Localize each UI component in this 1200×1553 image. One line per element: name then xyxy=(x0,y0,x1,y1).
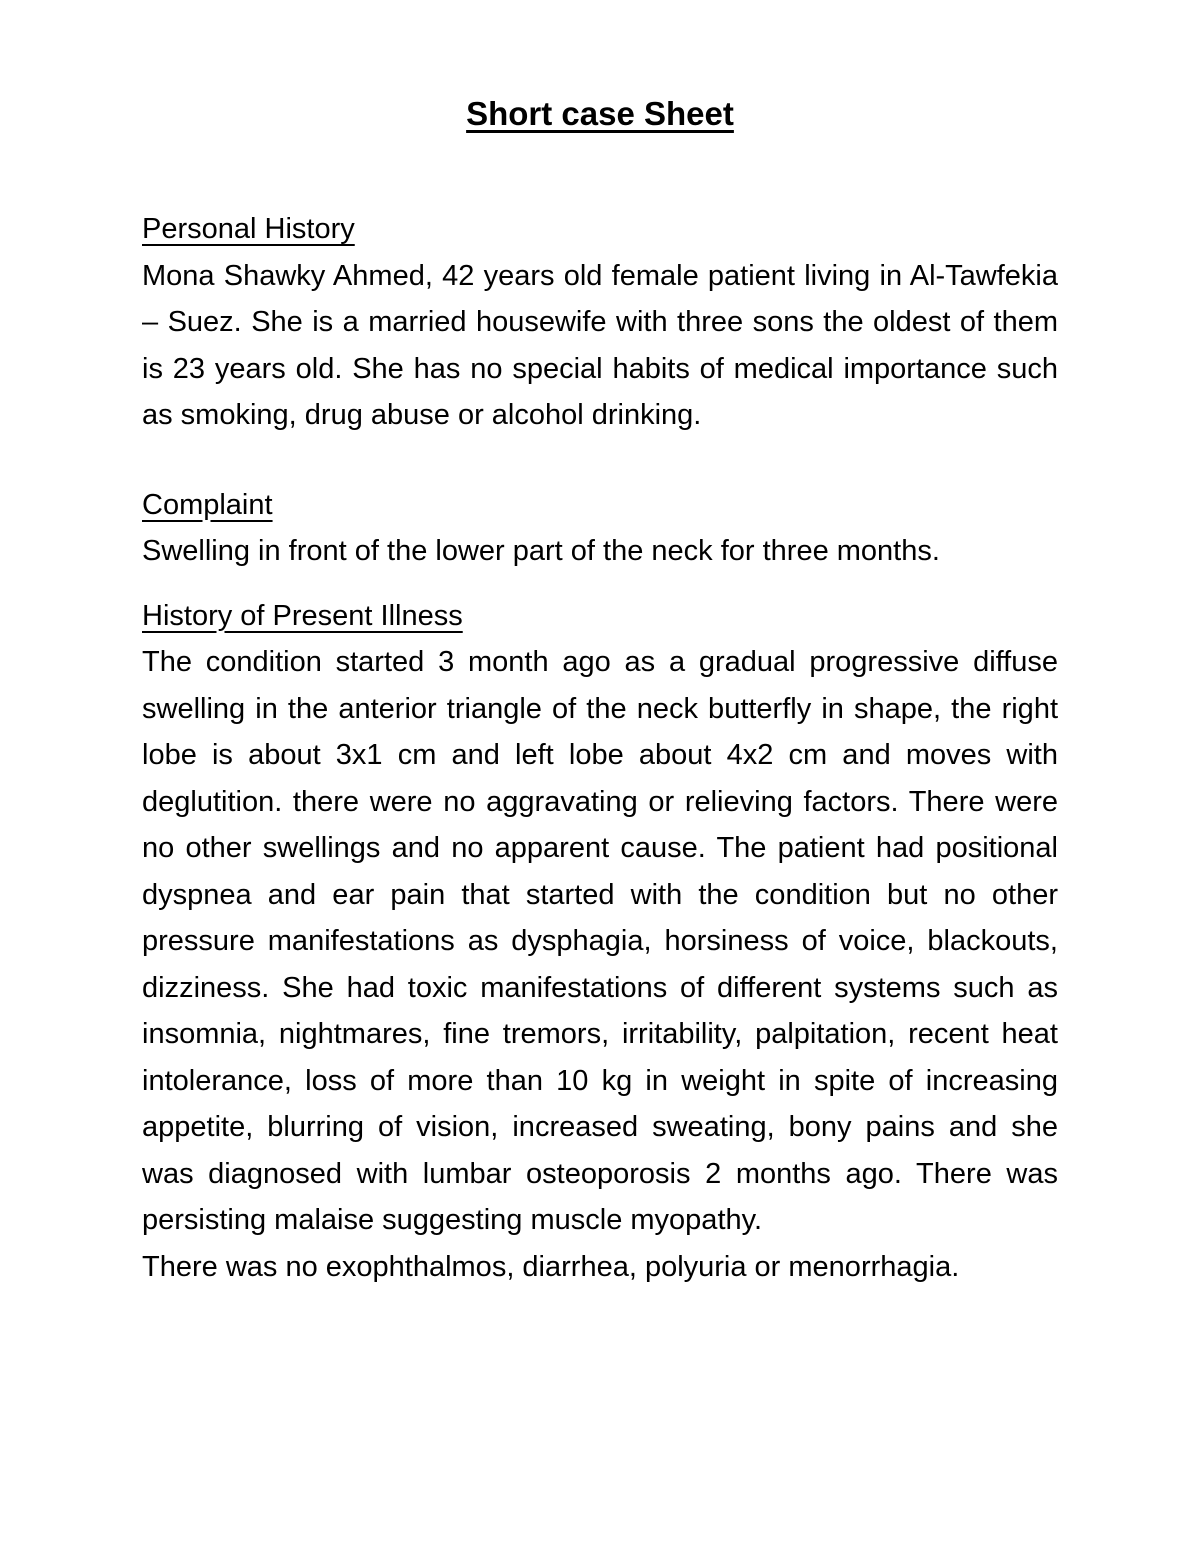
present-illness-text: The condition started 3 month ago as a gradual progressive diffuse swelling in the anterior triangle of the neck butterfly in shape, the right lobe is about 3x1 cm and left lobe about 4x2 cm and moves with deglutition. there were no aggravating or relieving factors. There were no other swellings and no apparent cause. The patient had positional dyspnea and ear pain that started with the condition but no other pressure manifestations as dysphagia, horsiness of voice, blackouts, dizziness. She had toxic manifestations of different systems such as insomnia, nightmares, fine tremors, irritability, palpitation, recent heat intolerance, loss of more than 10 kg in weight in spite of increasing appetite, blurring of vision, increased sweating, bony pains and she was diagnosed with lumbar osteoporosis 2 months ago. There was persisting malaise suggesting muscle myopathy. xyxy=(142,646,1058,1236)
complaint-section xyxy=(142,482,1058,575)
document-body xyxy=(142,206,1058,1290)
page-title: Short case Sheet xyxy=(466,95,734,132)
personal-history-text: Mona Shawky Ahmed, 42 years old female patient living in Al-Tawfekia – Suez. She is a married housewife with three sons the oldest of them is 23 years old. She has no special habits of medical importance such as smoking, drug abuse or alcohol drinking. xyxy=(142,259,1058,431)
personal-history-section xyxy=(142,206,1058,439)
complaint-heading: Complaint xyxy=(142,488,273,521)
personal-history-heading: Personal History xyxy=(142,213,355,245)
present-illness-heading: History of Present Illness xyxy=(142,599,463,632)
section-spacer xyxy=(142,439,1058,482)
section-spacer xyxy=(142,575,1058,593)
present-illness-section xyxy=(142,593,1058,1291)
present-illness-final-line: There was no exophthalmos, diarrhea, polyuria or menorrhagia. xyxy=(142,1250,960,1283)
complaint-text: Swelling in front of the lower part of the neck for three months. xyxy=(142,535,940,567)
